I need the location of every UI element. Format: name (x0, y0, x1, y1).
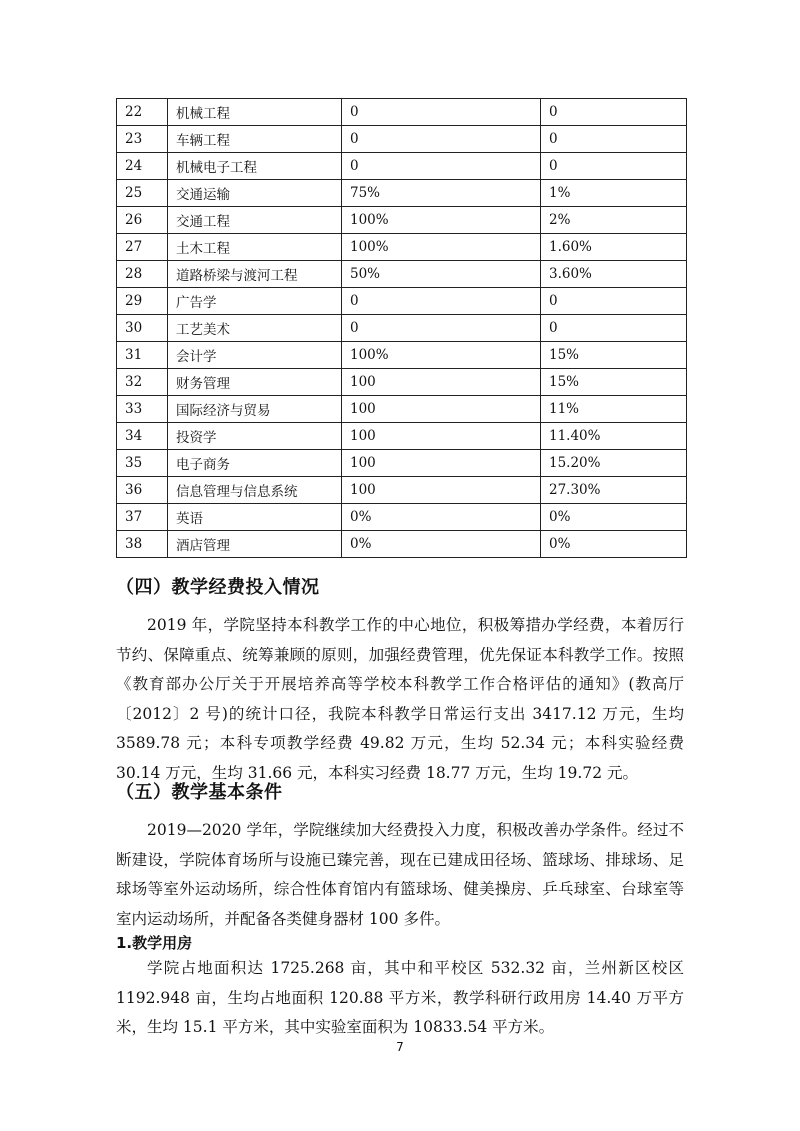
value-b-cell: 11% (541, 396, 687, 423)
table-row (117, 99, 687, 126)
row-number-cell: 38 (117, 531, 168, 558)
major-name-cell: 交通工程 (168, 207, 342, 234)
value-a-cell: 0 (342, 153, 541, 180)
subsection-heading-teaching-buildings: 1.教学用房 (116, 934, 193, 952)
table-body (117, 99, 687, 558)
table-row (117, 234, 687, 261)
value-a-cell: 100 (342, 450, 541, 477)
value-b-cell: 15% (541, 342, 687, 369)
table-row (117, 126, 687, 153)
table-row (117, 450, 687, 477)
value-b-cell: 3.60% (541, 261, 687, 288)
value-b-cell: 0 (541, 153, 687, 180)
table-row (117, 180, 687, 207)
major-statistics-table (116, 98, 687, 558)
value-a-cell: 100% (342, 234, 541, 261)
value-a-cell: 0% (342, 531, 541, 558)
table-row (117, 504, 687, 531)
value-b-cell: 0% (541, 531, 687, 558)
table-row (117, 369, 687, 396)
value-a-cell: 75% (342, 180, 541, 207)
table-row (117, 315, 687, 342)
teaching-buildings-paragraph: 学院占地面积达 1725.268 亩，其中和平校区 532.32 亩，兰州新区校区 1192.948 亩，生均占地面积 120.88 平方米，教学科研行政用房 14.40 万平方米，生均 15.1 平方米，其中实验室面积为 10833.54 平方米。 (116, 959, 684, 1036)
major-name-cell: 英语 (168, 504, 342, 531)
major-name-cell: 机械工程 (168, 99, 342, 126)
value-a-cell: 0 (342, 99, 541, 126)
value-a-cell: 0 (342, 315, 541, 342)
value-a-cell: 100 (342, 423, 541, 450)
table-row (117, 261, 687, 288)
value-a-cell: 100 (342, 396, 541, 423)
row-number-cell: 31 (117, 342, 168, 369)
value-b-cell: 27.30% (541, 477, 687, 504)
row-number-cell: 26 (117, 207, 168, 234)
value-a-cell: 100 (342, 369, 541, 396)
page-number: 7 (396, 1040, 404, 1054)
row-number-cell: 23 (117, 126, 168, 153)
value-b-cell: 0 (541, 288, 687, 315)
section-heading-funding: （四）教学经费投入情况 (116, 577, 320, 598)
row-number-cell: 30 (117, 315, 168, 342)
value-a-cell: 0 (342, 288, 541, 315)
table-row (117, 153, 687, 180)
major-name-cell: 工艺美术 (168, 315, 342, 342)
row-number-cell: 24 (117, 153, 168, 180)
table-row (117, 531, 687, 558)
table-row (117, 342, 687, 369)
value-a-cell: 100 (342, 477, 541, 504)
value-b-cell: 0 (541, 315, 687, 342)
major-name-cell: 机械电子工程 (168, 153, 342, 180)
major-name-cell: 电子商务 (168, 450, 342, 477)
row-number-cell: 36 (117, 477, 168, 504)
major-name-cell: 交通运输 (168, 180, 342, 207)
row-number-cell: 27 (117, 234, 168, 261)
table-row (117, 477, 687, 504)
value-a-cell: 50% (342, 261, 541, 288)
value-b-cell: 0 (541, 99, 687, 126)
major-name-cell: 信息管理与信息系统 (168, 477, 342, 504)
major-name-cell: 国际经济与贸易 (168, 396, 342, 423)
row-number-cell: 22 (117, 99, 168, 126)
row-number-cell: 34 (117, 423, 168, 450)
funding-paragraph: 2019 年，学院坚持本科教学工作的中心地位，积极筹措办学经费，本着厉行节约、保障重点、统筹兼顾的原则，加强经费管理，优先保证本科教学工作。按照《教育部办公厅关于开展培养高等学校本科教学工作合格评估的通知》(教高厅〔2012〕2 号)的统计口径，我院本科教学日常运行支出 3417.12 万元，生均 3589.78 元；本科专项教学经费 49.82 万元，生均 52.34 元；本科实验经费 30.14 万元，生均 31.66 元，本科实习经费 18.77 万元，生均 19.72 元。 (116, 616, 684, 782)
conditions-paragraph: 2019—2020 学年，学院继续加大经费投入力度，积极改善办学条件。经过不断建设，学院体育场所与设施已臻完善，现在已建成田径场、篮球场、排球场、足球场等室外运动场所，综合性体育馆内有篮球场、健美操房、乒乓球室、台球室等室内运动场所，并配备各类健身器材 100 多件。 (116, 821, 684, 928)
value-b-cell: 11.40% (541, 423, 687, 450)
value-b-cell: 15% (541, 369, 687, 396)
row-number-cell: 32 (117, 369, 168, 396)
value-b-cell: 2% (541, 207, 687, 234)
major-name-cell: 投资学 (168, 423, 342, 450)
major-name-cell: 车辆工程 (168, 126, 342, 153)
row-number-cell: 29 (117, 288, 168, 315)
section-heading-conditions: （五）教学基本条件 (116, 782, 283, 803)
table-row (117, 423, 687, 450)
table-row (117, 396, 687, 423)
major-name-cell: 广告学 (168, 288, 342, 315)
value-b-cell: 0 (541, 126, 687, 153)
row-number-cell: 35 (117, 450, 168, 477)
row-number-cell: 37 (117, 504, 168, 531)
major-name-cell: 酒店管理 (168, 531, 342, 558)
value-b-cell: 1.60% (541, 234, 687, 261)
row-number-cell: 28 (117, 261, 168, 288)
table-row (117, 288, 687, 315)
major-name-cell: 财务管理 (168, 369, 342, 396)
major-name-cell: 土木工程 (168, 234, 342, 261)
value-b-cell: 15.20% (541, 450, 687, 477)
value-a-cell: 0 (342, 126, 541, 153)
value-a-cell: 100% (342, 342, 541, 369)
value-a-cell: 0% (342, 504, 541, 531)
value-b-cell: 1% (541, 180, 687, 207)
value-b-cell: 0% (541, 504, 687, 531)
row-number-cell: 33 (117, 396, 168, 423)
value-a-cell: 100% (342, 207, 541, 234)
row-number-cell: 25 (117, 180, 168, 207)
major-name-cell: 会计学 (168, 342, 342, 369)
major-name-cell: 道路桥梁与渡河工程 (168, 261, 342, 288)
table-row (117, 207, 687, 234)
